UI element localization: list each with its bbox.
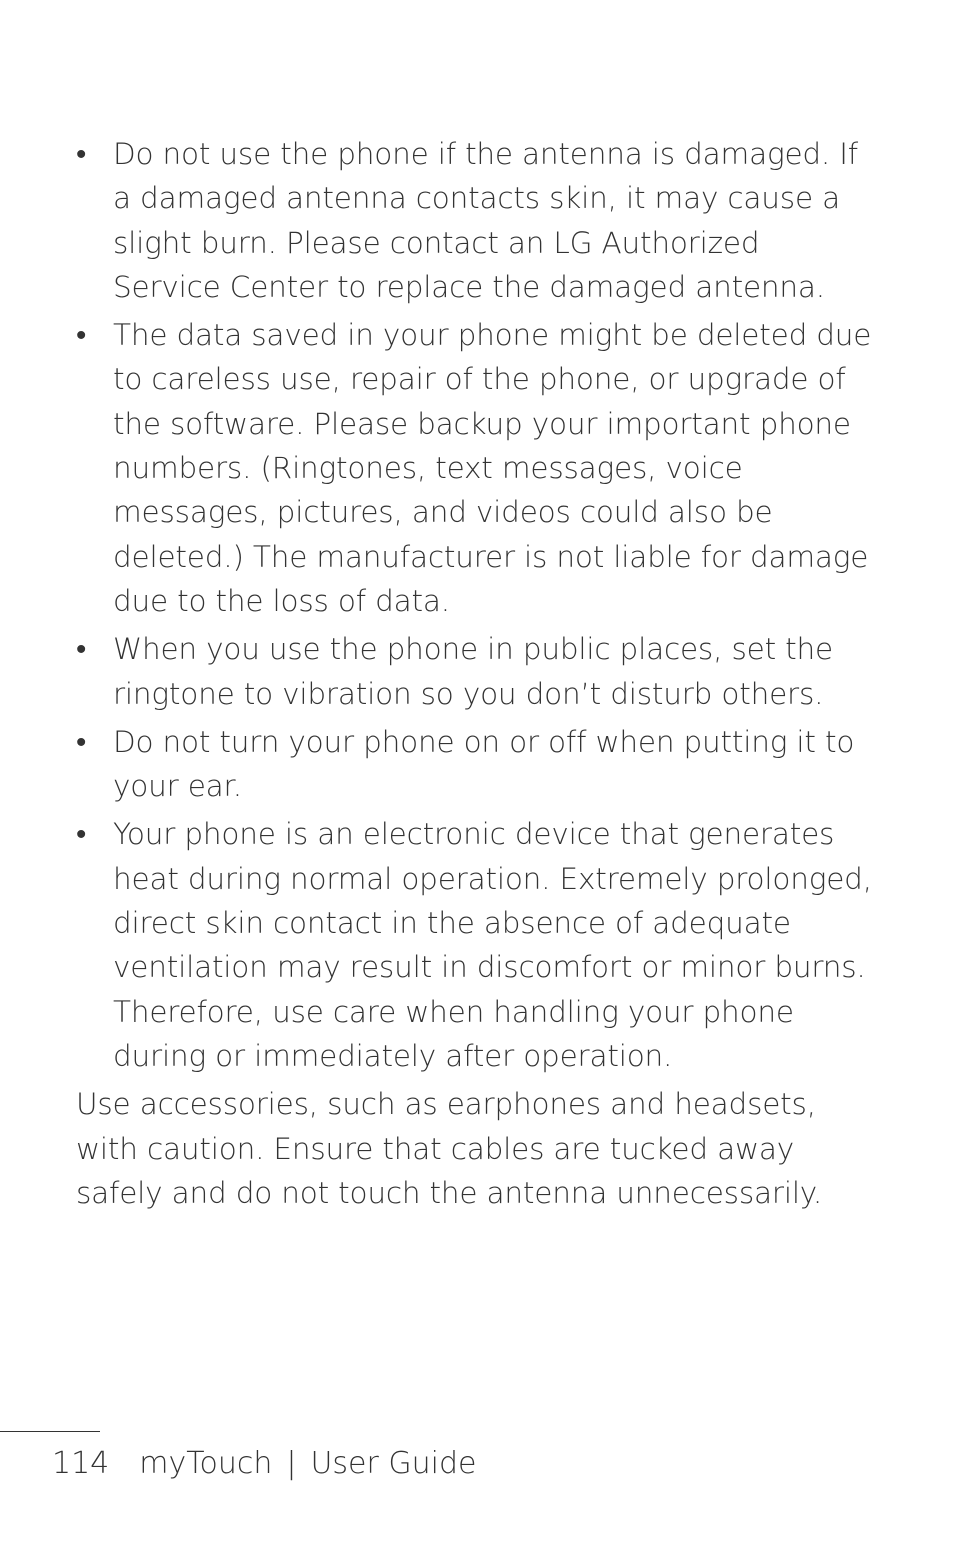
footer-separator: | [286,1446,297,1481]
bullet-text: Do not use the phone if the antenna is damaged. If a damaged antenna contacts skin, it may cause a slight burn. Please contact an LG Authorized Service Center to replace the damaged antenna. [113,137,858,304]
list-item [76,627,876,716]
list-item [76,720,876,809]
product-name: myTouch [139,1446,273,1481]
bullet-list [76,132,876,1078]
bullet-dot: • [76,817,87,852]
bullet-text: When you use the phone in public places, set the ringtone to vibration so you don’t disturb others. [113,632,833,711]
bullet-dot: • [76,724,87,759]
list-item [76,812,876,1078]
page-footer [52,1442,476,1486]
list-item [76,313,876,623]
list-item [76,132,876,309]
bullet-text: Do not turn your phone on or off when putting it to your ear. [113,724,855,804]
document-title: User Guide [310,1446,477,1481]
bullet-dot: • [76,318,87,353]
bullet-dot: • [76,632,87,667]
page-body [76,132,876,1215]
bullet-text: Your phone is an electronic device that generates heat during normal operation. Extremely prolonged, direct skin contact in the absence of adequate ventilation may result in discomfort or minor burns. Therefore, use care when handling your phone during or immediately after operation. [113,817,872,1073]
bullet-text: The data saved in your phone might be deleted due to careless use, repair of the phone, or upgrade of the software. Please backup your important phone numbers. (Ringtones, text messages, voice messages, pictures, and videos could also be deleted.) The manufacturer is not liable for damage due to the loss of data. [113,318,872,618]
footer-rule [0,1431,100,1432]
bullet-dot: • [76,137,87,171]
accessories-paragraph: Use accessories, such as earphones and headsets, with caution. Ensure that cables are tucked away safely and do not touch the antenna unnecessarily. [76,1087,823,1210]
page-number: 114 [52,1446,110,1481]
